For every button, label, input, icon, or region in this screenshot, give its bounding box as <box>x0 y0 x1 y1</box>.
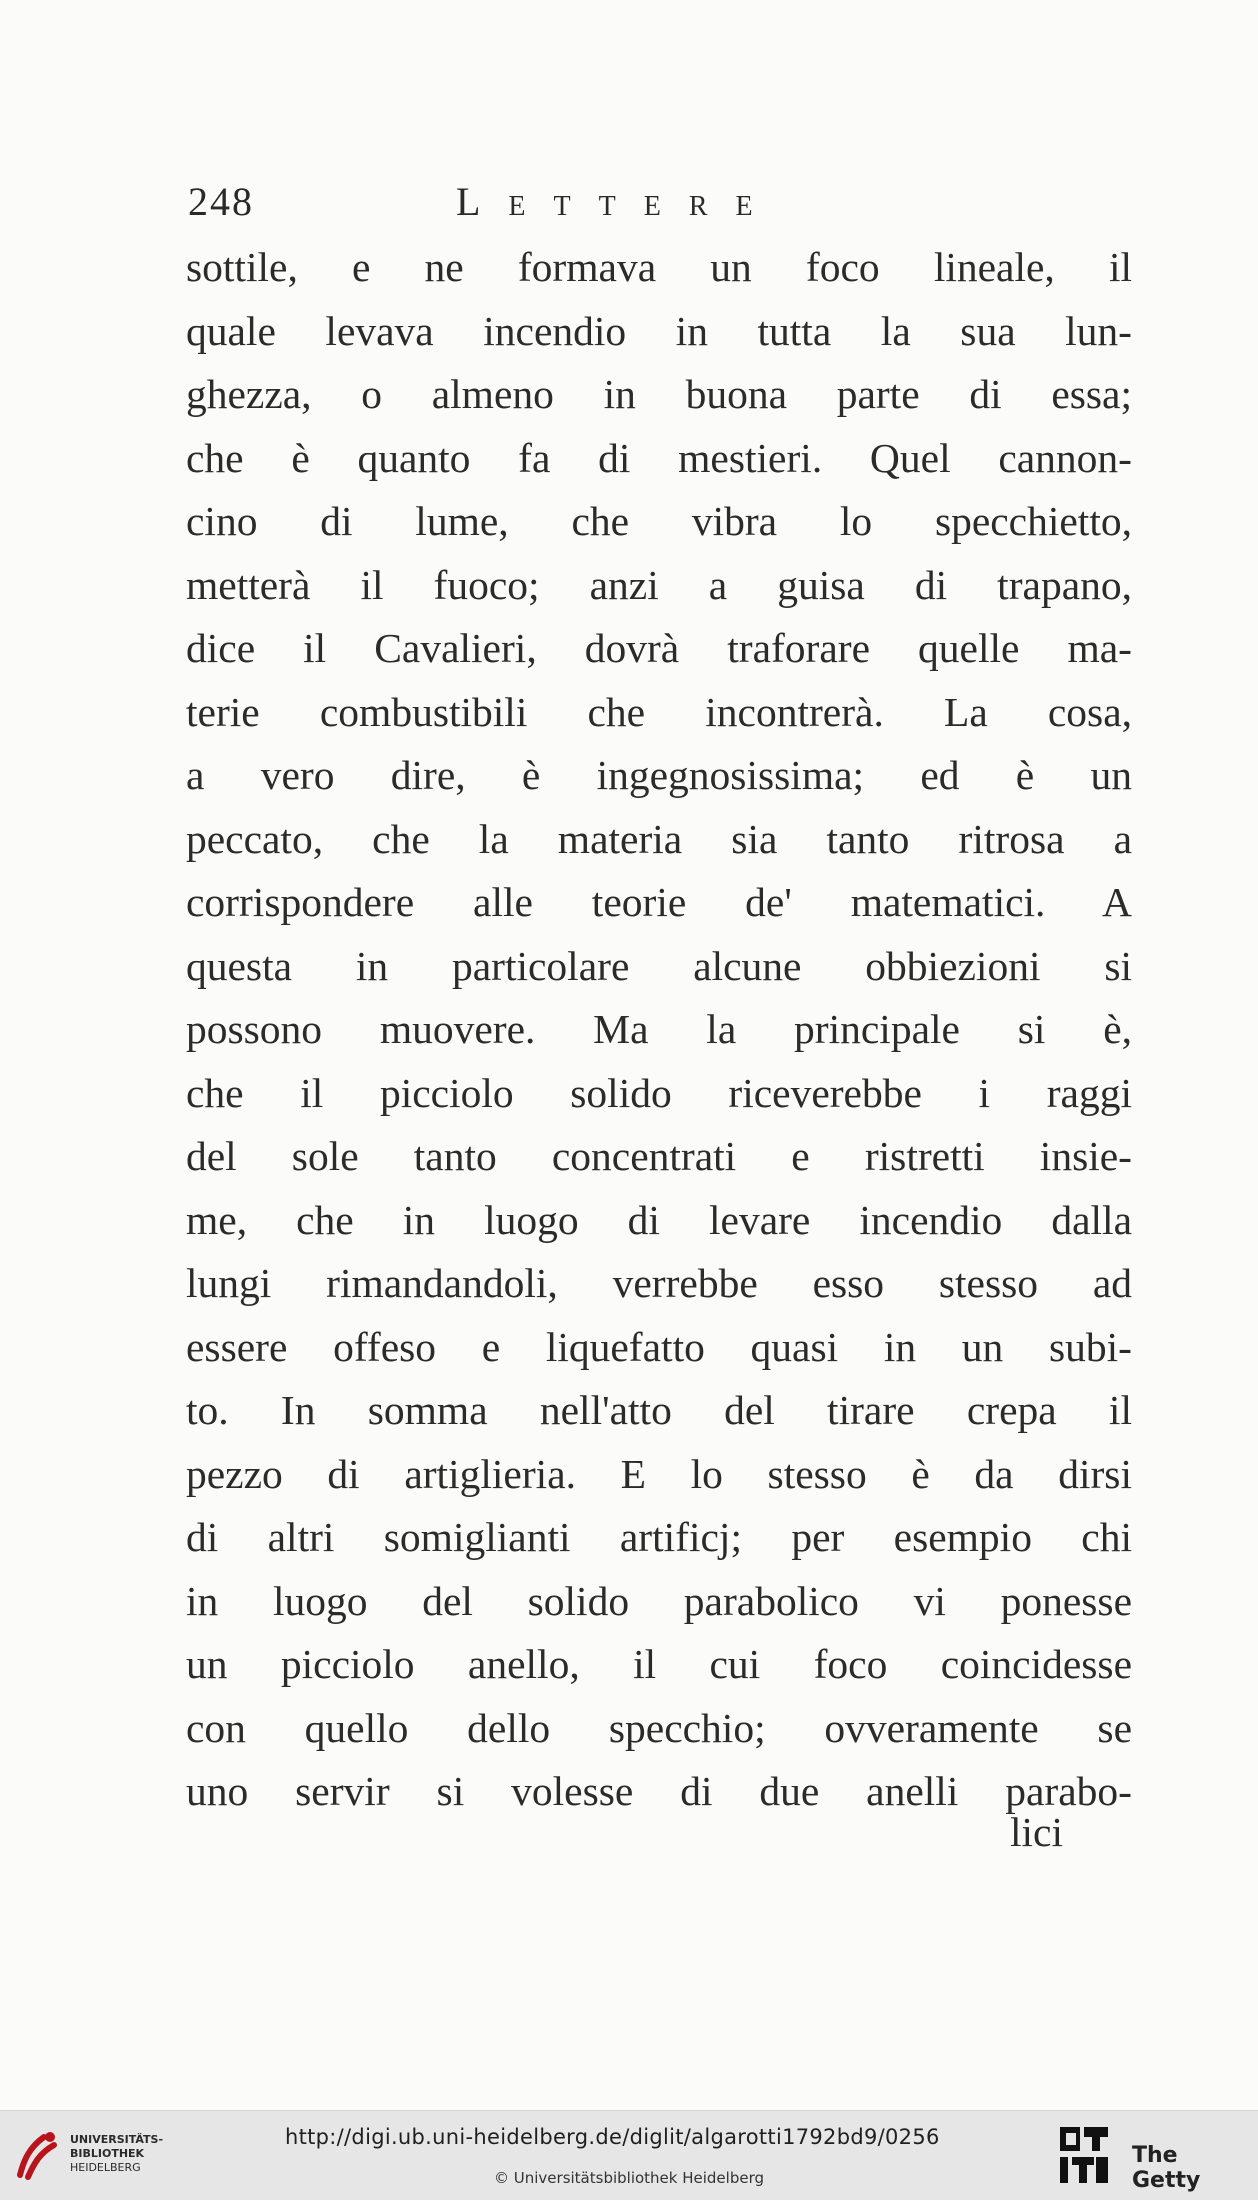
library-name-line-1: UNIVERSITÄTS- <box>70 2133 164 2146</box>
text-line: a vero dire, è ingegnosissima; ed è un <box>186 752 1132 798</box>
getty-logo[interactable] <box>1058 2125 1253 2193</box>
text-line: possono muovere. Ma la principale si è, <box>186 1006 1132 1052</box>
getty-logo-icon <box>1058 2125 1110 2185</box>
text-line: questa in particolare alcune obbiezioni si <box>186 942 1132 989</box>
text-line: peccato, che la materia sia tanto ritrosa a <box>186 815 1132 862</box>
getty-name: The Getty <box>1132 2143 1201 2193</box>
body-text <box>186 236 1132 1824</box>
text-line: pezzo di artiglieria. E lo stesso è da dirsi <box>186 1450 1132 1497</box>
text-line: con quello dello specchio; ovveramente se <box>186 1704 1132 1751</box>
library-name-line-2: BIBLIOTHEK <box>70 2147 145 2160</box>
copyright-notice: © Universitätsbibliothek Heidelberg <box>494 2169 765 2187</box>
university-library-logo-icon <box>14 2129 60 2181</box>
text-line: corrispondere alle teorie de' matematici. A <box>186 879 1132 925</box>
text-line: essere offeso e liquefatto quasi in un subi- <box>186 1323 1132 1370</box>
text-line: terie combustibili che incontrerà. La cosa, <box>186 688 1132 735</box>
text-line: che il picciolo solido riceverebbe i raggi <box>186 1069 1132 1116</box>
text-line: ghezza, o almeno in buona parte di essa; <box>186 371 1132 417</box>
text-line: sottile, e ne formava un foco lineale, il <box>186 244 1132 290</box>
text-line: di altri somiglianti artificj; per esempio chi <box>186 1514 1132 1560</box>
running-title: Lettere <box>456 179 781 224</box>
text-line: uno servir si volesse di due anelli parabo- <box>186 1768 1132 1814</box>
permalink[interactable]: http://digi.ub.uni-heidelberg.de/diglit/algarotti1792bd9/0256 <box>285 2125 940 2149</box>
catchword: lici <box>1010 1809 1064 1855</box>
text-line: metterà il fuoco; anzi a guisa di trapano, <box>186 561 1132 608</box>
text-line: quale levava incendio in tutta la sua lun- <box>186 307 1132 354</box>
text-line: che è quanto fa di mestieri. Quel cannon- <box>186 434 1132 481</box>
text-line: lungi rimandandoli, verrebbe esso stesso ad <box>186 1260 1132 1306</box>
text-line: me, che in luogo di levare incendio dalla <box>186 1196 1132 1243</box>
text-line: to. In somma nell'atto del tirare crepa il <box>186 1387 1132 1433</box>
library-logo[interactable] <box>14 2125 164 2185</box>
page-number: 248 <box>188 179 254 224</box>
library-name <box>70 2133 163 2175</box>
viewer-footer <box>0 2110 1258 2200</box>
text-line: del sole tanto concentrati e ristretti insie- <box>186 1133 1132 1179</box>
text-line: dice il Cavalieri, dovrà traforare quelle ma- <box>186 625 1132 671</box>
library-name-line-3: HEIDELBERG <box>70 2161 141 2174</box>
text-line: un picciolo anello, il cui foco coincidesse <box>186 1641 1132 1687</box>
text-line: cino di lume, che vibra lo specchietto, <box>186 498 1132 544</box>
text-line: in luogo del solido parabolico vi ponesse <box>186 1577 1132 1624</box>
